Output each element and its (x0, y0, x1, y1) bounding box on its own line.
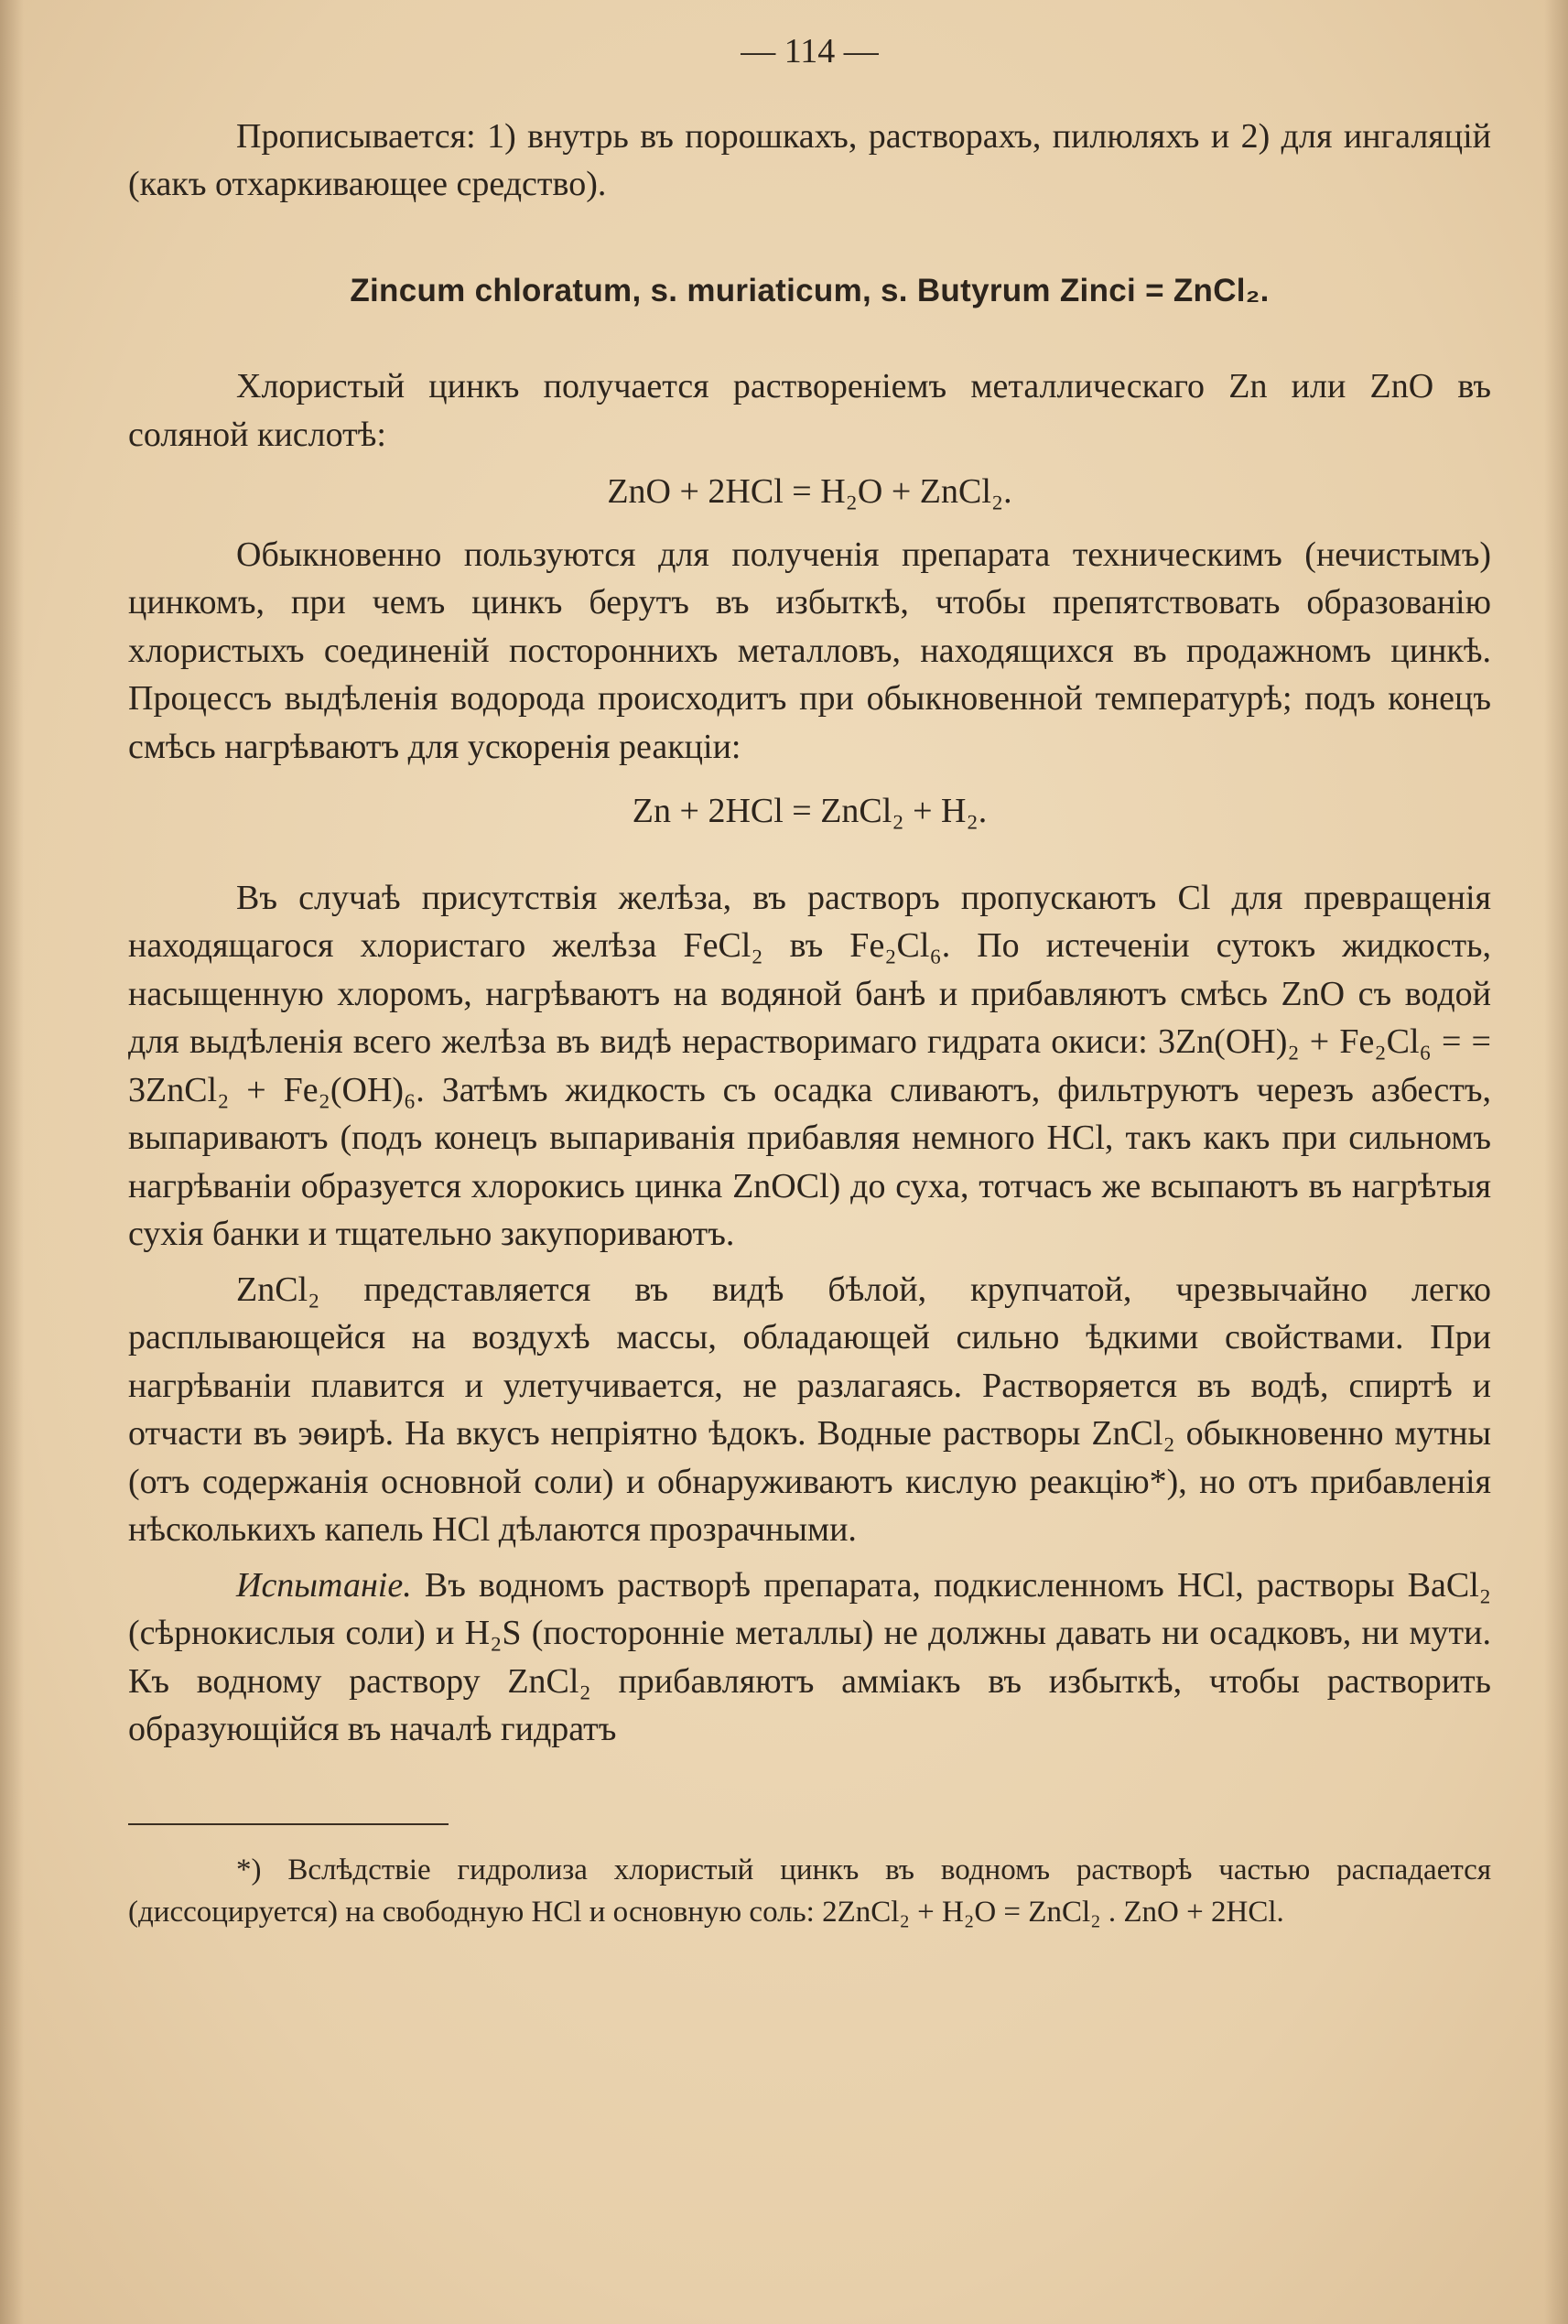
testing-text: Въ водномъ растворѣ препарата, подкисленномъ HCl, растворы BaCl₂ (сѣрнокислыя соли) и H₂S (посторонніе металлы) не должны давать ни осадковъ, ни мути. Къ водному раствору ZnCl₂ прибавляютъ амміакъ въ избыткѣ, чтобы растворить образующійся въ началѣ гидратъ (128, 1565, 1491, 1748)
process-paragraph: Обыкновенно пользуются для полученія препарата техническимъ (нечистымъ) цинкомъ, при чемъ цинкъ берутъ въ избыткѣ, чтобы препятствовать образованію хлористыхъ соединеній постороннихъ металловъ, находящихся въ продажномъ цинкѣ. Процессъ выдѣленія водорода происходитъ при обыкновенной температурѣ; подъ конецъ смѣсь нагрѣваютъ для ускоренія реакціи: (128, 535, 1491, 766)
preparation-paragraph: Хлористый цинкъ получается раствореніемъ металлическаго Zn или ZnO въ соляной кислотѣ: (128, 367, 1491, 454)
page-edge-shadow-right (1544, 0, 1568, 2324)
footnote-text: *) Вслѣдствіе гидролиза хлористый цинкъ въ водномъ растворѣ частью распадается (диссоцируется) на свободную HCl и основную соль: 2ZnCl₂ + H₂O = ZnCl₂ . ZnO + 2HCl. (128, 1853, 1491, 1929)
section-title: Zincum chloratum, s. muriaticum, s. Butyrum Zinci = ZnCl₂. (350, 272, 1270, 308)
iron-removal-paragraph: Въ случаѣ присутствія желѣза, въ растворъ пропускаютъ Cl для превращенія находящагося хлористаго желѣза FeCl₂ въ Fe₂Cl₆. По истеченіи сутокъ жидкость, насыщенную хлоромъ, нагрѣваютъ на водяной банѣ и прибавляютъ смѣсь ZnO съ водой для выдѣленія всего желѣза въ видѣ нерастворимаго гидрата окиси: 3Zn(OH)₂ + Fe₂Cl₆ = = 3ZnCl₂ + Fe₂(OH)₆. Затѣмъ жидкость съ осадка сливаютъ, фильтруютъ черезъ азбестъ, выпариваютъ (подъ конецъ выпариванія прибавляя немного HCl, такъ какъ при сильномъ нагрѣваніи образуется хлорокись цинка ZnOCl) до суха, тотчасъ же всыпаютъ въ нагрѣтыя сухія банки и тщательно закупориваютъ. (128, 878, 1491, 1253)
footnote (128, 1849, 1491, 1933)
reaction-formula-2: Zn + 2HCl = ZnCl₂ + H₂. (632, 792, 988, 830)
footnote-divider (128, 1823, 449, 1825)
testing-paragraph (128, 1562, 1491, 1754)
properties-paragraph: ZnCl₂ представляется въ видѣ бѣлой, крупчатой, чрезвычайно легко расплывающейся на воздухѣ массы, обладающей сильно ѣдкими свойствами. При нагрѣваніи плавится и улетучивается, не разлагаясь. Растворяется въ водѣ, спиртѣ и отчасти въ эѳирѣ. На вкусъ непріятно ѣдокъ. Водные растворы ZnCl₂ обыкновенно мутны (отъ содержанія основной соли) и обнаруживаютъ кислую реакцію*), но отъ прибавленія нѣсколькихъ капель HCl дѣлаются прозрачными. (128, 1270, 1491, 1549)
reaction-formula-1: ZnO + 2HCl = H₂O + ZnCl₂. (607, 472, 1012, 511)
intro-paragraph: Прописывается: 1) внутрь въ порошкахъ, растворахъ, пилюляхъ и 2) для ингаляцій (какъ отхаркивающее средство). (128, 116, 1491, 203)
page-number: — 114 — (741, 32, 879, 70)
page-edge-shadow-left (0, 0, 24, 2324)
testing-label: Испытаніе. (236, 1565, 412, 1605)
